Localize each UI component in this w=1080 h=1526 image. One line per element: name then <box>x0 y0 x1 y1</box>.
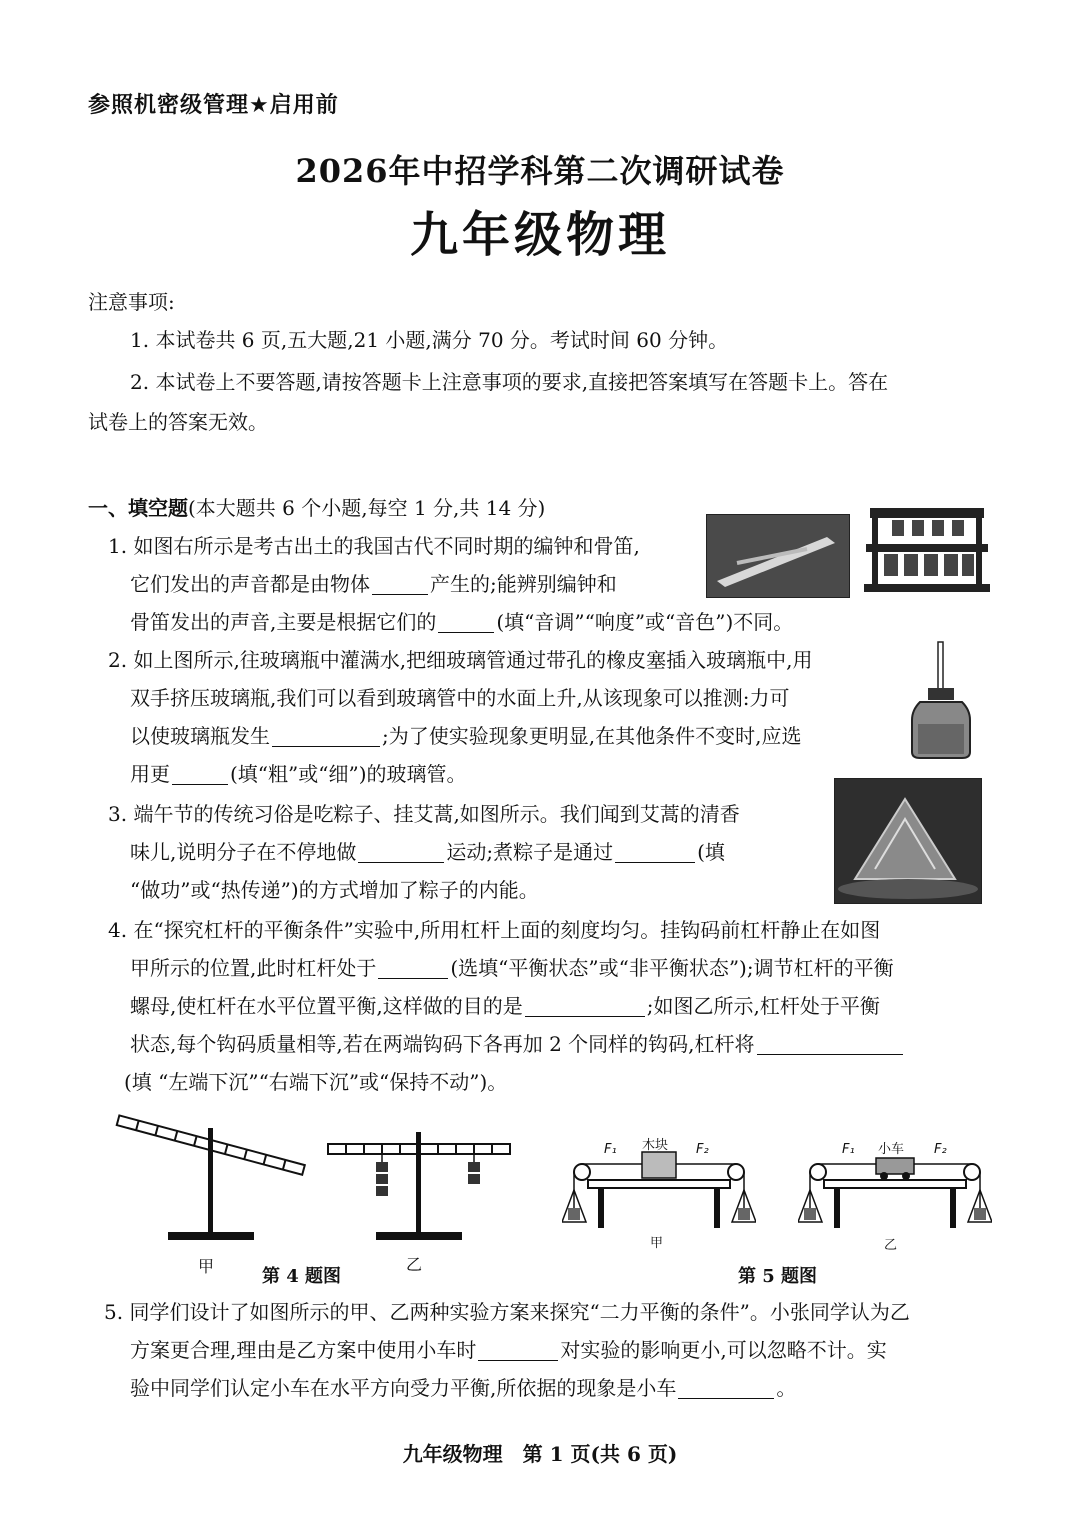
q4-line5: (填 “左端下沉”“右端下沉”或“保持不动”)。 <box>124 1070 508 1094</box>
q3-text: (填 <box>697 840 725 864</box>
notes-item-2-line1: 2. 本试卷上不要答题,请按答题卡上注意事项的要求,直接把答案填写在答题卡上。答在 <box>130 370 889 394</box>
q1-line1: 1. 如图右所示是考古出土的我国古代不同时期的编钟和骨笛, <box>108 534 640 558</box>
q1-text: 它们发出的声音都是由物体 <box>130 572 370 596</box>
fig5-cart-label: 小车 <box>878 1142 905 1157</box>
glass-bottle-drawing <box>906 640 976 760</box>
q4-blank-1 <box>378 958 448 979</box>
lever-figure-jia <box>110 1108 310 1248</box>
q1-blank-2 <box>438 612 494 633</box>
fig5-f1-yi: F₁ <box>842 1142 855 1157</box>
fig4-label-jia: 甲 <box>198 1257 215 1276</box>
q3-line1: 3. 端午节的传统习俗是吃粽子、挂艾蒿,如图所示。我们闻到艾蒿的清香 <box>108 802 740 826</box>
fig5-f2-yi: F₂ <box>934 1142 947 1157</box>
section-description: (本大题共 6 个小题,每空 1 分,共 14 分) <box>188 496 546 520</box>
lever-figure-yi <box>324 1124 514 1248</box>
q1-text: 骨笛发出的声音,主要是根据它们的 <box>130 610 437 634</box>
q5-text: 方案更合理,理由是乙方案中使用小车时 <box>130 1338 477 1362</box>
zongzi-drawing <box>835 779 981 903</box>
fig5-block-label: 木块 <box>642 1138 669 1153</box>
q2-line3 <box>130 722 801 750</box>
q5-blank-1 <box>478 1340 558 1361</box>
fig5-label-yi: 乙 <box>884 1238 898 1253</box>
q1-line3 <box>130 608 793 636</box>
q5-line3 <box>130 1374 796 1402</box>
q4-line3 <box>130 992 880 1020</box>
notes-heading: 注意事项: <box>88 290 175 314</box>
q5-line1: 5. 同学们设计了如图所示的甲、乙两种实验方案来探究“二力平衡的条件”。小张同学认为乙 <box>104 1300 910 1324</box>
q3-line2 <box>130 838 725 866</box>
q2-text: 以使玻璃瓶发生 <box>130 724 270 748</box>
q4-text: 状态,每个钩码质量相等,若在两端钩码下各再加 2 个同样的钩码,杠杆将 <box>130 1032 755 1056</box>
q4-text: 甲所示的位置,此时杠杆处于 <box>130 956 377 980</box>
fig4-caption: 第 4 题图 <box>262 1266 342 1287</box>
q2-blank-1 <box>272 726 380 747</box>
fig5-label-jia: 甲 <box>650 1236 664 1251</box>
notes-item-1: 1. 本试卷共 6 页,五大题,21 小题,满分 70 分。考试时间 60 分钟。 <box>130 328 729 352</box>
q3-blank-2 <box>615 842 695 863</box>
bone-flute-photo <box>706 514 850 598</box>
fig4-label-yi: 乙 <box>406 1255 423 1274</box>
q5-text: 验中同学们认定小车在水平方向受力平衡,所依据的现象是小车 <box>130 1376 677 1400</box>
q2-blank-2 <box>172 764 228 785</box>
section-heading <box>88 492 545 521</box>
bone-flute-drawing <box>707 515 849 597</box>
q1-text: (填“音调”“响度”或“音色”)不同。 <box>496 610 794 634</box>
q3-line3: “做功”或“热传递”)的方式增加了粽子的内能。 <box>130 878 539 902</box>
section-title: 一、填空题 <box>88 496 188 520</box>
fig5-caption: 第 5 题图 <box>738 1266 818 1287</box>
q2-text: 用更 <box>130 762 170 786</box>
q2-line4 <box>130 760 467 788</box>
q2-text: (填“粗”或“细”)的玻璃管。 <box>230 762 467 786</box>
q4-line2 <box>130 954 894 982</box>
q3-text: 运动;煮粽子是通过 <box>446 840 614 864</box>
q2-text: ;为了使实验现象更明显,在其他条件不变时,应选 <box>382 724 802 748</box>
q3-blank-1 <box>358 842 444 863</box>
subject-title: 九年级物理 <box>409 207 670 263</box>
notes-item-2-line2: 试卷上的答案无效。 <box>88 410 268 434</box>
q1-text: 产生的;能辨别编钟和 <box>430 572 617 596</box>
exam-title: 2026年中招学科第二次调研试卷 <box>295 152 785 190</box>
q5-line2 <box>130 1336 887 1364</box>
q4-text: (选填“平衡状态”或“非平衡状态”);调节杠杆的平衡 <box>450 956 894 980</box>
q5-text: 对实验的影响更小,可以忽略不计。实 <box>560 1338 887 1362</box>
q1-line2 <box>130 570 617 598</box>
two-force-table-jia <box>562 1150 756 1230</box>
zongzi-photo <box>834 778 982 904</box>
bianzhong-bells-drawing <box>862 500 992 596</box>
confidentiality-label: 参照机密级管理★启用前 <box>88 93 339 118</box>
page-footer: 九年级物理 第 1 页(共 6 页) <box>402 1442 678 1466</box>
q4-blank-3 <box>757 1034 903 1055</box>
q3-text: 味儿,说明分子在不停地做 <box>130 840 357 864</box>
two-force-table-yi <box>798 1150 992 1230</box>
q4-line4 <box>130 1030 905 1058</box>
fig5-f2-jia: F₂ <box>696 1142 709 1157</box>
fig5-f1-jia: F₁ <box>604 1142 617 1157</box>
q4-text: ;如图乙所示,杠杆处于平衡 <box>646 994 880 1018</box>
q2-line2: 双手挤压玻璃瓶,我们可以看到玻璃管中的水面上升,从该现象可以推测:力可 <box>130 686 790 710</box>
q4-text: 螺母,使杠杆在水平位置平衡,这样做的目的是 <box>130 994 523 1018</box>
q4-blank-2 <box>525 996 645 1017</box>
q5-text: 。 <box>776 1376 797 1400</box>
q4-line1: 4. 在“探究杠杆的平衡条件”实验中,所用杠杆上面的刻度均匀。挂钩码前杠杆静止在如图 <box>108 918 881 942</box>
q1-blank-1 <box>372 574 428 595</box>
q2-line1: 2. 如上图所示,往玻璃瓶中灌满水,把细玻璃管通过带孔的橡皮塞插入玻璃瓶中,用 <box>108 648 813 672</box>
q5-blank-2 <box>678 1378 774 1399</box>
